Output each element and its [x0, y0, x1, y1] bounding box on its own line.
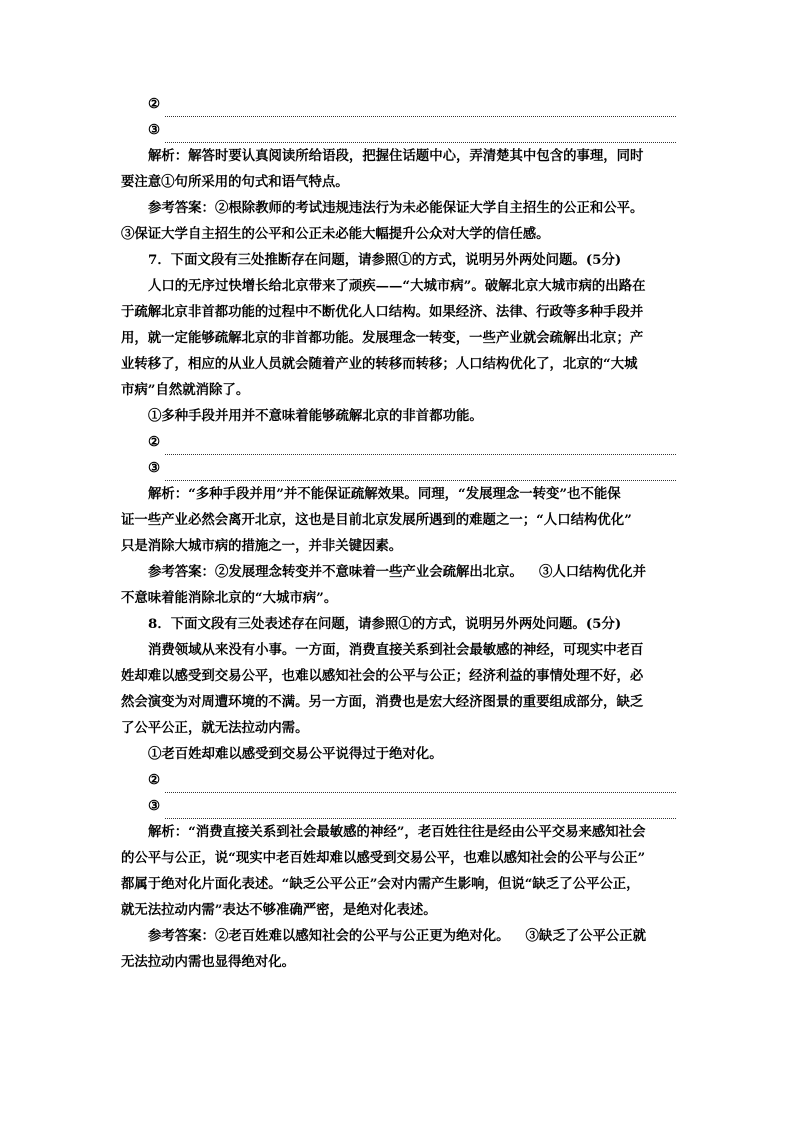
q6-answer-line: ③保证大学自主招生的公平和公正未必能大幅提升公众对大学的信任感。	[121, 226, 550, 242]
q8-passage-line: 了公平公正，就无法拉动内需。	[121, 720, 309, 736]
q8-analysis-line: 解析：“消费直接关系到社会最敏感的神经”，老百姓往往是经由公平交易来感知社会	[148, 824, 646, 840]
q7-analysis-line: 只是消除大城市病的措施之一，并非关键因素。	[121, 538, 403, 554]
blank-line	[165, 125, 676, 143]
blank-number: ②	[148, 96, 161, 112]
q8-answer-line: 无法拉动内需也显得绝对化。	[121, 954, 296, 970]
q6-analysis-line: 解析：解答时要认真阅读所给语段，把握住话题中心，弄清楚其中包含的事理，同时	[148, 148, 644, 164]
q6-answer-line: 参考答案：②根除教师的考试违规违法行为未必能保证大学自主招生的公正和公平。	[148, 200, 644, 216]
q8-analysis-line: 的公平与公正，说“现实中老百姓却难以感受到交易公平，也难以感知社会的公平与公正”	[121, 850, 646, 866]
q7-answer-part: 参考答案：②发展理念转变并不意味着一些产业会疏解出北京。	[148, 564, 523, 580]
q8-answer-part: ③缺乏了公平公正就	[525, 928, 647, 944]
q7-analysis-line: 解析：“多种手段并用”并不能保证疏解效果。同理，“发展理念一转变”也不能保	[148, 486, 621, 502]
blank-number: ③	[148, 798, 161, 814]
q7-passage-line: 人口的无序过快增长给北京带来了顽疾——“大城市病”。破解北京大城市病的出路在	[148, 278, 646, 294]
blank-line	[165, 463, 676, 481]
blank-line	[165, 801, 676, 819]
q7-question: 7．下面文段有三处推断存在问题，请参照①的方式，说明另外两处问题。(5分)	[148, 252, 622, 268]
q7-answer-part: ③人口结构优化并	[538, 564, 647, 580]
q8-example: ①老百姓却难以感受到交易公平说得过于绝对化。	[148, 746, 443, 762]
q8-passage-line: 消费领域从来没有小事。一方面，消费直接关系到社会最敏感的神经，可现实中老百	[148, 642, 644, 658]
q7-passage-line: 业转移了，相应的从业人员就会随着产业的转移而转移；人口结构优化了，北京的“大城	[121, 356, 638, 372]
q8-answer-line	[121, 923, 676, 949]
q7-passage-line: 于疏解北京非首都功能的过程中不断优化人口结构。如果经济、法律、行政等多种手段并	[121, 304, 644, 320]
q6-analysis-line: 要注意①句所采用的句式和语气特点。	[121, 174, 349, 190]
blank-line	[165, 437, 676, 455]
blank-number: ③	[148, 460, 161, 476]
q8-question: 8．下面文段有三处表述存在问题，请参照①的方式，说明另外两处问题。(5分)	[148, 616, 622, 632]
q7-answer-line	[121, 559, 676, 585]
blank-number: ②	[148, 772, 161, 788]
answer-blank[interactable]	[121, 117, 676, 143]
answer-blank[interactable]	[121, 429, 676, 455]
q7-example: ①多种手段并用并不意味着能够疏解北京的非首都功能。	[148, 408, 483, 424]
q7-passage-line: 市病”自然就消除了。	[121, 382, 250, 398]
q8-passage-line: 然会演变为对周遭环境的不满。另一方面，消费也是宏大经济图景的重要组成部分，缺乏	[121, 694, 644, 710]
blank-line	[165, 775, 676, 793]
q7-passage-line: 用，就一定能够疏解北京的非首都功能。发展理念一转变，一些产业就会疏解出北京；产	[121, 330, 644, 346]
q8-passage-line: 姓却难以感受到交易公平，也难以感知社会的公平与公正；经济利益的事情处理不好，必	[121, 668, 644, 684]
answer-blank[interactable]	[121, 793, 676, 819]
answer-blank[interactable]	[121, 767, 676, 793]
answer-blank[interactable]	[121, 91, 676, 117]
q7-answer-line: 不意味着能消除北京的“大城市病”。	[121, 590, 338, 606]
q8-answer-part: 参考答案：②老百姓难以感知社会的公平与公正更为绝对化。	[148, 928, 510, 944]
blank-number: ②	[148, 434, 161, 450]
blank-number: ③	[148, 122, 161, 138]
q7-analysis-line: 证一些产业必然会离开北京，这也是目前北京发展所遇到的难题之一；“人口结构优化”	[121, 512, 632, 528]
q8-analysis-line: 就无法拉动内需”表达不够准确严密，是绝对化表述。	[121, 902, 437, 918]
answer-blank[interactable]	[121, 455, 676, 481]
blank-line	[165, 99, 676, 117]
q8-analysis-line: 都属于绝对化片面化表述。“缺乏公平公正”会对内需产生影响，但说“缺乏了公平公正，	[121, 876, 640, 892]
document-page	[121, 91, 676, 975]
